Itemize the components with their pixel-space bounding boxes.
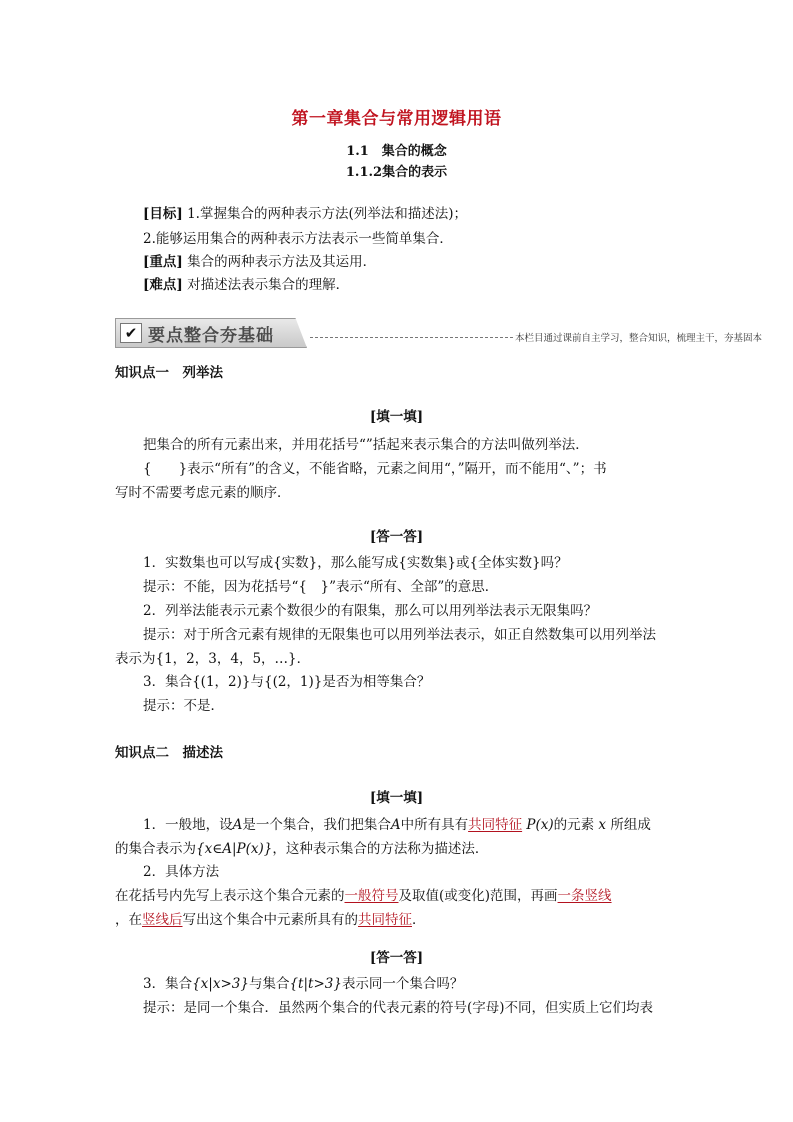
section-banner bbox=[115, 318, 763, 352]
kp2-q3 bbox=[143, 972, 463, 992]
kp2-para1-line1 bbox=[143, 813, 651, 833]
subsection-title: 1.1.2集合的表示 bbox=[345, 165, 448, 180]
kp2-fill-title: [填一填] bbox=[369, 790, 424, 806]
fill-answer: 竖线后 bbox=[142, 912, 183, 928]
fill-answer: 共同特征 bbox=[358, 912, 412, 928]
text: 与集合 bbox=[248, 976, 290, 992]
text: ，在 bbox=[115, 912, 142, 928]
key-tag: [重点] bbox=[143, 254, 183, 270]
math-expr: P(x) bbox=[522, 817, 554, 833]
kp2-para2: 2．具体方法 bbox=[143, 864, 220, 880]
kp1-a2-line1: 提示：对于所含元素有规律的无限集也可以用列举法表示，如正自然数集可以用列举法 bbox=[143, 627, 656, 643]
fill-answer: 一条竖线 bbox=[557, 888, 612, 904]
kp1-fill-1: 把集合的所有元素出来，并用花括号“”括起来表示集合的方法叫做列举法． bbox=[143, 437, 589, 453]
kp1-heading: 知识点一 列举法 bbox=[115, 365, 223, 381]
math-set: {x|x>3} bbox=[192, 976, 249, 992]
kp1-q3: 3．集合{(1，2)}与{(2，1)}是否为相等集合？ bbox=[143, 674, 431, 690]
text: ． bbox=[412, 912, 426, 928]
key-point-line bbox=[143, 250, 376, 270]
chapter-title: 第一章集合与常用逻辑用语 bbox=[291, 109, 502, 129]
math-var: A bbox=[390, 817, 401, 833]
text: 的元素 bbox=[553, 817, 595, 833]
goal-1: 1.掌握集合的两种表示方法(列举法和描述法)； bbox=[187, 206, 467, 222]
goal-line-1 bbox=[143, 202, 467, 222]
kp1-q2: 2．列举法能表示元素个数很少的有限集，那么可以用列举法表示无限集吗？ bbox=[143, 603, 598, 619]
text: 表示同一个集合吗？ bbox=[341, 976, 464, 992]
check-icon: ✔ bbox=[120, 323, 142, 343]
fill-answer: 共同特征 bbox=[468, 817, 523, 833]
kp1-fill-2: { }表示“所有”的含义，不能省略，元素之间用“，”隔开，而不能用“、”；书 bbox=[143, 461, 607, 477]
banner-note: 本栏目通过课前自主学习，整合知识，梳理主干，夯基固本 bbox=[515, 333, 763, 344]
text: 1．一般地，设 bbox=[143, 817, 233, 833]
kp2-a3: 提示：是同一个集合．虽然两个集合的代表元素的符号(字母)不同，但实质上它们均表 bbox=[143, 1000, 654, 1016]
text: 在花括号内先写上表示这个集合元素的 bbox=[115, 888, 345, 904]
text: 是一个集合，我们把集合 bbox=[242, 817, 391, 833]
text: 写出这个集合中元素所具有的 bbox=[182, 912, 358, 928]
kp2-para1-line2 bbox=[115, 837, 488, 857]
kp1-fill-3: 写时不需要考虑元素的顺序． bbox=[115, 485, 291, 501]
banner-divider bbox=[310, 337, 513, 338]
kp1-a3: 提示：不是． bbox=[143, 698, 224, 714]
text: 及取值(或变化)范围，再画 bbox=[398, 888, 558, 904]
fill-answer: 一般符号 bbox=[344, 888, 399, 904]
kp1-a2-line2: 表示为{1，2，3，4，5，…}． bbox=[115, 651, 311, 667]
text: 的集合表示为 bbox=[115, 841, 196, 857]
text: 3．集合 bbox=[143, 976, 193, 992]
difficulty-line bbox=[143, 273, 349, 293]
kp1-a1: 提示：不能，因为花括号“{ }”表示“所有、全部”的意思． bbox=[143, 579, 499, 595]
goal-2: 2.能够运用集合的两种表示方法表示一些简单集合． bbox=[143, 231, 453, 247]
text: 所组成 bbox=[610, 817, 651, 833]
kp2-para4 bbox=[115, 908, 426, 928]
math-var: A bbox=[232, 817, 243, 833]
goal-tag: [目标] bbox=[143, 206, 183, 222]
banner-label: 要点整合夯基础 bbox=[148, 326, 274, 346]
kp1-q1: 1．实数集也可以写成{实数}，那么能写成{实数集}或{全体实数}吗？ bbox=[143, 555, 568, 571]
section-title: 1.1 集合的概念 bbox=[346, 144, 447, 159]
kp2-para3 bbox=[115, 884, 612, 904]
math-set: {x∈A|P(x)} bbox=[196, 841, 273, 857]
difficulty-text: 对描述法表示集合的理解． bbox=[187, 277, 350, 293]
text: 中所有具有 bbox=[400, 817, 469, 833]
kp2-heading: 知识点二 描述法 bbox=[115, 745, 223, 761]
math-set: {t|t>3} bbox=[289, 976, 342, 992]
math-var: x bbox=[594, 817, 611, 833]
kp1-qa-title: [答一答] bbox=[369, 529, 424, 545]
kp2-qa-title: [答一答] bbox=[369, 950, 424, 966]
difficulty-tag: [难点] bbox=[143, 277, 183, 293]
text: ，这种表示集合的方法称为描述法． bbox=[272, 841, 489, 857]
key-text: 集合的两种表示方法及其运用． bbox=[187, 254, 377, 270]
kp1-fill-title: [填一填] bbox=[369, 409, 424, 425]
